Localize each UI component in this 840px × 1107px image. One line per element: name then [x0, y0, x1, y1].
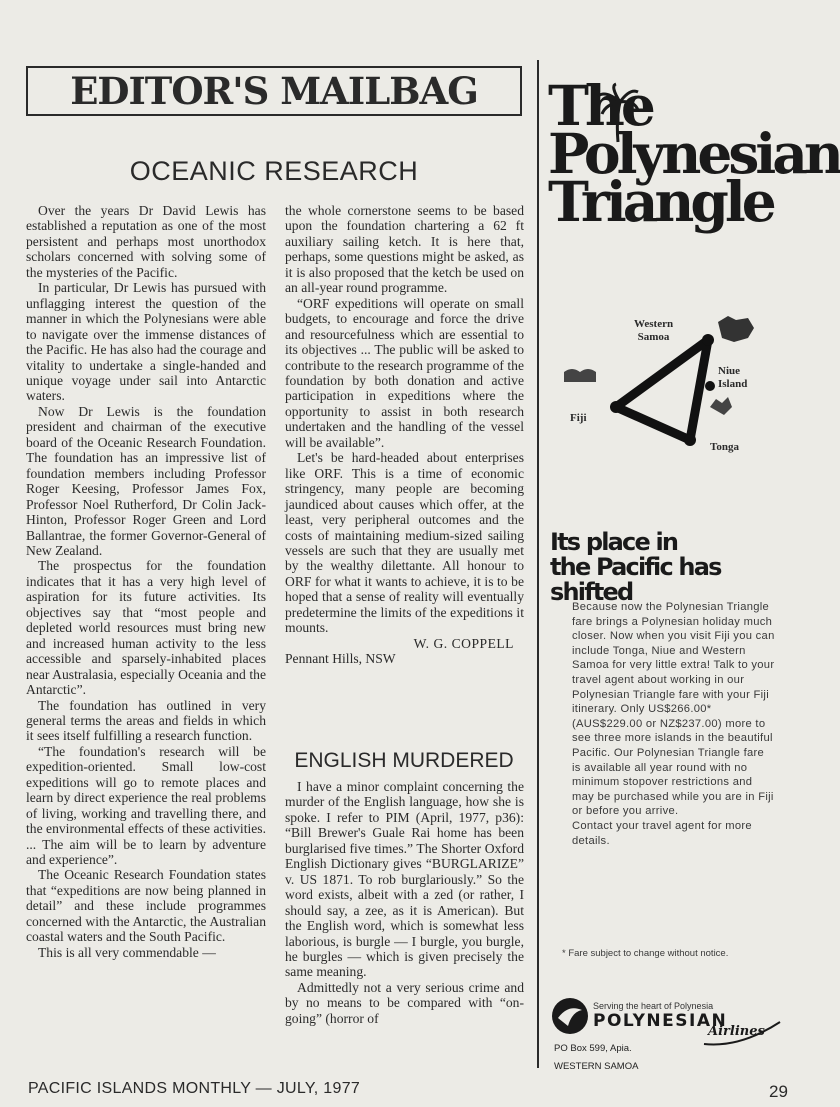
masthead-box	[26, 66, 522, 116]
address-line: PO Box 599, Apia.	[554, 1043, 632, 1054]
letter2-body	[285, 779, 524, 1026]
map-label-line: Samoa	[637, 331, 670, 343]
ad-body-paragraph: Because now the Polynesian Triangle fare brings a Polynesian holiday much closer. Now when you visit Fiji you can include Tonga, Niue and Western Samoa for very little extra! Talk to your travel agent about working in our Polynesian Triangle fare with your Fiji itinerary. Only US$266.00* (AUS$229.00 or NZ$237.00) more to see three more islands in the beautiful Pacific. Our Polynesian Triangle fare is available all year round with no minimum stopover restrictions and may be purchased while you are in Fiji or before you arrive.	[572, 601, 775, 818]
ad-logo-line: Triangle	[548, 169, 773, 234]
letter-heading-english-murdered: ENGLISH MURDERED	[294, 749, 514, 772]
airline-logo-icon	[550, 996, 590, 1036]
column-divider	[537, 60, 539, 1068]
paragraph: The Oceanic Research Foundation states that “expeditions are now being planned in detail” and these include programmes concerned with the Antarctic, the Australian coastal waters and the South Pacific.	[26, 867, 266, 945]
ad-headline-line: Its place in	[550, 528, 678, 556]
ad-logo	[548, 73, 840, 234]
brand-script: Airlines	[708, 1024, 765, 1039]
page-number: 29	[769, 1082, 788, 1101]
running-footer: PACIFIC ISLANDS MONTHLY — JULY, 1977	[28, 1080, 361, 1097]
paragraph: The foundation has outlined in very general terms the areas and fields in which it sees itself fulfilling a research function.	[26, 697, 266, 744]
paragraph: The prospectus for the foundation indicates that it has a very high level of aspiration for its future activities. Its objectives say that “most people and depleted world resources must bring new and increased human activity to the less accessible and sparsely-inhabited places near Australasia, especially Oceania and the Antarctic”.	[26, 558, 266, 698]
map-label-western-samoa	[634, 318, 673, 344]
paragraph: In particular, Dr Lewis has pursued with unflagging interest the question of the manner in which the Polynesians were able to navigate over the immense distances of the Pacific. He has also had the courage and vitality to undertake a single-handed and unique voyage under sail into Antarctic waters.	[26, 280, 266, 404]
masthead-title: EDITOR'S MAILBAG	[70, 69, 478, 113]
letter-heading-oceanic-research: OCEANIC RESEARCH	[129, 156, 419, 186]
letter1-column-2	[285, 203, 524, 667]
map-label-tonga: Tonga	[710, 441, 739, 453]
address-line: WESTERN SAMOA	[554, 1061, 639, 1072]
ad-logo-line: The	[548, 73, 652, 138]
ad-headline	[550, 530, 785, 605]
ad-headline-line: the Pacific has shifted	[550, 553, 721, 606]
paragraph: Admittedly not a very serious crime and by no means to be compared with “on-going” (horror of	[285, 979, 524, 1026]
palm-tree-icon	[596, 84, 640, 144]
ad-logo-line: Polynesian	[548, 121, 840, 186]
paragraph: Let's be hard-headed about enterprises like ORF. This is a time of economic stringency, many people are becoming jaundiced about causes which offer, at the least, very peripheral outcomes and the costs of maintaining medium-sized sailing vessels are such that they are usually met by the wealthy dilettante. All honour to ORF for what it wants to achieve, it is to be hoped that a sense of reality will eventually predetermine the limits of the expeditions it mounts.	[285, 450, 524, 636]
map-label-line: Niue	[718, 365, 740, 377]
letter-location: Pennant Hills, NSW	[285, 651, 396, 667]
letter-signature: W. G. COPPELL	[413, 635, 514, 651]
brand-name: POLYNESIAN	[593, 1011, 728, 1031]
paragraph: the whole cornerstone seems to be based upon the foundation chartering a 62 ft auxiliary sailing ketch. It is here that, perhaps, some questions might be asked, as it is also proposed that the ketch be used on an all-year round programme.	[285, 203, 524, 296]
paragraph: I have a minor complaint concerning the murder of the English language, how she is spoke. I refer to PIM (April, 1977, p36): “Bill Brewer's Guale Rai home has been burglarised five times.” The Shorter Oxford English Dictionary gives “BURGLARIZE” v. US 1871. To rob burglariously.” So the word exists, albeit with a zed (or rather, I should say, a zee, as it is American). But the English word, which is somewhat less laborious, is burgle — I burgle, you burgle, he burgles — which is given precisely the same meaning.	[285, 779, 524, 980]
map-label-fiji: Fiji	[570, 412, 587, 424]
paragraph: “ORF expeditions will operate on small budgets, to encourage and force the drive and resourcefulness which are essential to its objectives ... The public will be asked to contribute to the research programme of the foundation by both donation and active participation in expeditions where the opportunity to assist in both research undertaken and the handling of the vessel will be available”.	[285, 295, 524, 450]
ad-footnote: * Fare subject to change without notice.	[562, 948, 729, 959]
map-label-niue	[718, 365, 747, 391]
letter1-column-1	[26, 203, 266, 960]
ad-address	[554, 1040, 638, 1076]
paragraph: “The foundation's research will be expedition-oriented. Small low-cost expeditions will go to remote places and learn by direct experience the real problems of living, working and travelling there, and the environmental effects of these activities. ... The aim will be to learn by adventure and experience”.	[26, 743, 266, 868]
paragraph: Over the years Dr David Lewis has established a reputation as one of the most persistent and perhaps most unorthodox scholars concerned with solving some of the mysteries of the Pacific.	[26, 203, 266, 280]
brand-tagline: Serving the heart of Polynesia	[593, 1001, 714, 1011]
map-label-line: Western	[634, 318, 674, 330]
ad-body-paragraph: Contact your travel agent for more details.	[572, 819, 752, 847]
polynesian-triangle-map	[560, 312, 790, 462]
paragraph: This is all very commendable —	[38, 944, 216, 960]
map-label-line: Island	[718, 378, 748, 390]
ad-body	[572, 600, 776, 848]
paragraph: Now Dr Lewis is the foundation president and chairman of the executive board of the Oceanic Research Foundation. The foundation has an impressive list of foundation members including Professor Roger Keesing, Professor James Fox, Professor Noel Rutherford, Dr Colin Jack-Hinton, Professor Roger Green and Lord Ballantrae, the former Governor-General of New Zealand.	[26, 403, 266, 558]
